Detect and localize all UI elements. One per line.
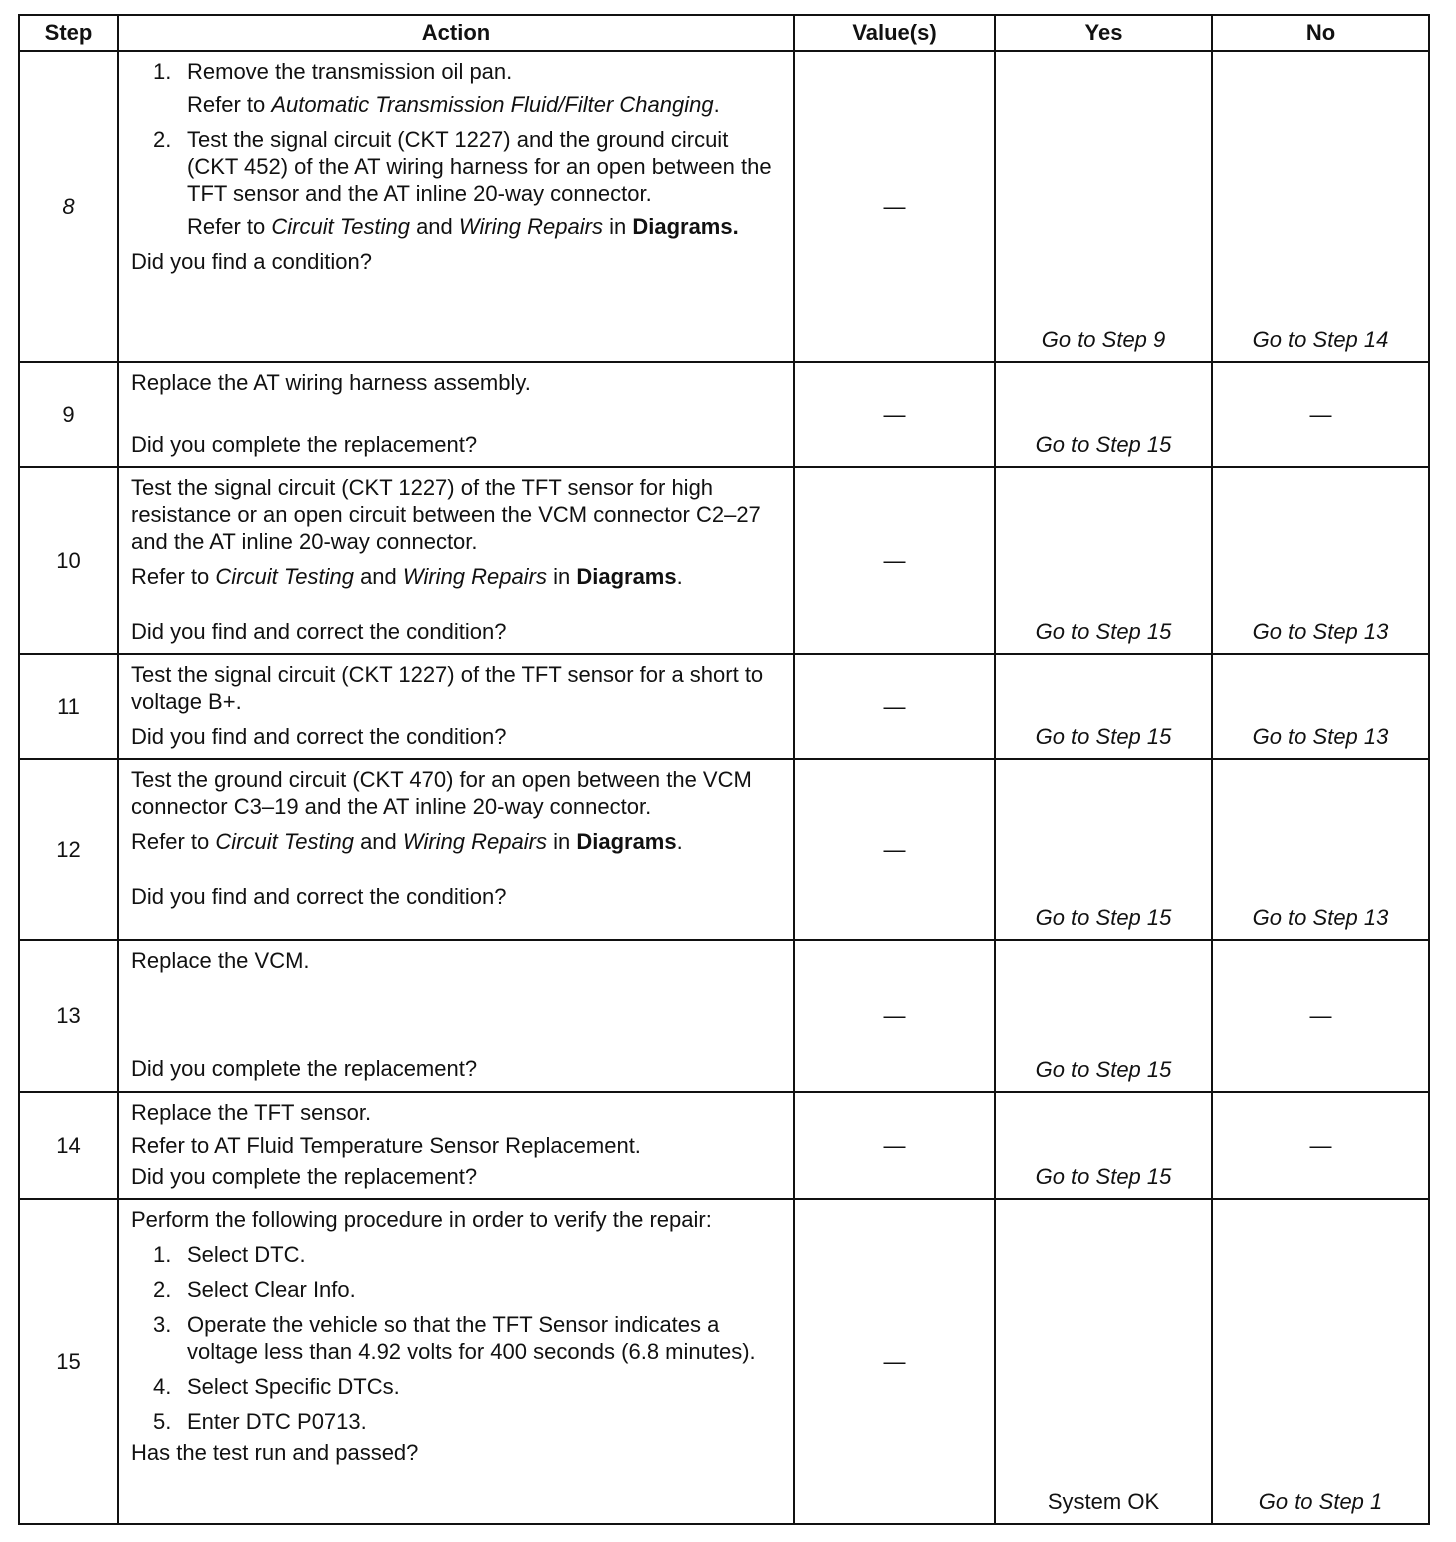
yes-result[interactable]: Go to Step 9 <box>995 51 1212 362</box>
list-item-number: 2. <box>153 1277 172 1302</box>
table-row-step-9 <box>19 362 1429 467</box>
list-item-number: 3. <box>153 1312 172 1337</box>
no-result[interactable]: Go to Step 13 <box>1212 654 1429 759</box>
list-item-number: 2. <box>153 127 172 152</box>
list-item <box>131 1373 781 1400</box>
header-no: No <box>1212 15 1429 51</box>
reference-prefix: Refer to <box>131 829 216 854</box>
reference-note: Refer to AT Fluid Temperature Sensor Replacement. <box>131 1133 641 1158</box>
no-result: — <box>1212 362 1429 467</box>
reference-suffix: . <box>713 92 720 117</box>
yes-result[interactable]: System OK <box>995 1199 1212 1524</box>
action-cell <box>118 940 794 1092</box>
step-number: 15 <box>19 1199 118 1524</box>
reference-conjunction: and <box>353 564 403 589</box>
value-cell: — <box>794 1199 995 1524</box>
yes-result[interactable]: Go to Step 15 <box>995 362 1212 467</box>
reference-note <box>187 213 781 240</box>
no-result: — <box>1212 1092 1429 1199</box>
step-instruction: Replace the TFT sensor. <box>131 1100 372 1125</box>
step-question: Did you complete the replacement? <box>131 1056 478 1081</box>
step-number: 11 <box>19 654 118 759</box>
list-item <box>131 1408 781 1435</box>
yes-result[interactable]: Go to Step 15 <box>995 759 1212 940</box>
yes-result[interactable]: Go to Step 15 <box>995 654 1212 759</box>
step-question: Did you find and correct the condition? <box>131 619 507 644</box>
step-instruction: Test the signal circuit (CKT 1227) of the TFT sensor for high resistance or an open circuit between the VCM connector C2–27 and the AT inline 20-way connector. <box>131 475 761 554</box>
table-row-step-13 <box>19 940 1429 1092</box>
yes-result[interactable]: Go to Step 15 <box>995 1092 1212 1199</box>
header-step: Step <box>19 15 118 51</box>
value-cell: — <box>794 1092 995 1199</box>
step-question: Has the test run and passed? <box>131 1440 419 1465</box>
header-values: Value(s) <box>794 15 995 51</box>
reference-conjunction: in <box>546 564 577 589</box>
action-cell <box>118 654 794 759</box>
action-cell <box>118 759 794 940</box>
value-cell: — <box>794 940 995 1092</box>
reference-note <box>187 91 781 118</box>
list-item-text: Enter DTC P0713. <box>187 1409 367 1434</box>
reference-suffix: . <box>676 829 683 854</box>
action-cell <box>118 1092 794 1199</box>
action-cell <box>118 1199 794 1524</box>
step-question: Did you complete the replacement? <box>131 1164 478 1189</box>
reference-link-diagrams[interactable]: Diagrams <box>576 829 677 854</box>
no-result: — <box>1212 940 1429 1092</box>
list-item <box>131 1241 781 1268</box>
reference-link-circuit-testing[interactable]: Circuit Testing <box>215 829 354 854</box>
reference-conjunction: in <box>602 214 633 239</box>
value-cell: — <box>794 362 995 467</box>
reference-link-diagrams[interactable]: Diagrams. <box>632 214 739 239</box>
reference-note <box>131 828 781 855</box>
list-item <box>131 1311 781 1365</box>
no-result[interactable]: Go to Step 14 <box>1212 51 1429 362</box>
action-cell <box>118 362 794 467</box>
procedure-list <box>131 126 781 207</box>
list-item-number: 4. <box>153 1374 172 1399</box>
step-instruction: Replace the VCM. <box>131 948 310 973</box>
list-item <box>131 126 781 207</box>
step-number: 12 <box>19 759 118 940</box>
reference-suffix: . <box>676 564 683 589</box>
header-action: Action <box>118 15 794 51</box>
step-instruction: Test the ground circuit (CKT 470) for an open between the VCM connector C3–19 and the AT inline 20-way connector. <box>131 767 752 819</box>
yes-result[interactable]: Go to Step 15 <box>995 940 1212 1092</box>
step-number: 8 <box>19 51 118 362</box>
step-number: 13 <box>19 940 118 1092</box>
list-item <box>131 1276 781 1303</box>
table-row-step-12 <box>19 759 1429 940</box>
table-row-step-11 <box>19 654 1429 759</box>
step-question: Did you find and correct the condition? <box>131 724 507 749</box>
step-instruction: Perform the following procedure in order to verify the repair: <box>131 1207 712 1232</box>
reference-link-circuit-testing[interactable]: Circuit Testing <box>271 214 410 239</box>
reference-link-wiring-repairs[interactable]: Wiring Repairs <box>458 214 603 239</box>
value-cell: — <box>794 759 995 940</box>
list-item-text: Select Specific DTCs. <box>187 1374 400 1399</box>
list-item-number: 1. <box>153 1242 172 1267</box>
reference-conjunction: in <box>546 829 577 854</box>
list-item-text: Test the signal circuit (CKT 1227) and the ground circuit (CKT 452) of the AT wiring harness for an open between the TFT sensor and the AT inline 20-way connector. <box>187 127 772 206</box>
reference-prefix: Refer to <box>187 214 272 239</box>
reference-prefix: Refer to <box>131 564 216 589</box>
no-result[interactable]: Go to Step 13 <box>1212 759 1429 940</box>
step-number: 9 <box>19 362 118 467</box>
no-result[interactable]: Go to Step 1 <box>1212 1199 1429 1524</box>
step-instruction: Test the signal circuit (CKT 1227) of the TFT sensor for a short to voltage B+. <box>131 662 764 714</box>
procedure-list <box>131 1241 781 1435</box>
table-row-step-14 <box>19 1092 1429 1199</box>
list-item <box>131 58 781 85</box>
reference-link-fluid-filter[interactable]: Automatic Transmission Fluid/Filter Changing <box>271 92 714 117</box>
no-result[interactable]: Go to Step 13 <box>1212 467 1429 654</box>
list-item-number: 5. <box>153 1409 172 1434</box>
value-cell: — <box>794 51 995 362</box>
action-cell <box>118 467 794 654</box>
action-cell <box>118 51 794 362</box>
reference-link-diagrams[interactable]: Diagrams <box>576 564 677 589</box>
list-item-text: Operate the vehicle so that the TFT Sensor indicates a voltage less than 4.92 volts for 400 seconds (6.8 minutes). <box>187 1312 756 1364</box>
reference-link-circuit-testing[interactable]: Circuit Testing <box>215 564 354 589</box>
list-item-text: Remove the transmission oil pan. <box>187 59 513 84</box>
step-question: Did you find a condition? <box>131 249 372 274</box>
list-item-text: Select DTC. <box>187 1242 306 1267</box>
step-number: 10 <box>19 467 118 654</box>
header-yes: Yes <box>995 15 1212 51</box>
list-item-text: Select Clear Info. <box>187 1277 356 1302</box>
step-instruction: Replace the AT wiring harness assembly. <box>131 370 531 395</box>
reference-conjunction: and <box>353 829 403 854</box>
list-item-number: 1. <box>153 59 172 84</box>
reference-note <box>131 563 781 590</box>
table-row-step-8 <box>19 51 1429 362</box>
step-question: Did you find and correct the condition? <box>131 884 507 909</box>
diagnostic-table <box>18 14 1430 1525</box>
reference-prefix: Refer to <box>187 92 272 117</box>
step-question: Did you complete the replacement? <box>131 432 478 457</box>
reference-conjunction: and <box>409 214 459 239</box>
table-row-step-15 <box>19 1199 1429 1524</box>
step-number: 14 <box>19 1092 118 1199</box>
table-header-row <box>19 15 1429 51</box>
value-cell: — <box>794 467 995 654</box>
procedure-list <box>131 58 781 85</box>
table-row-step-10 <box>19 467 1429 654</box>
reference-link-wiring-repairs[interactable]: Wiring Repairs <box>402 564 547 589</box>
yes-result[interactable]: Go to Step 15 <box>995 467 1212 654</box>
value-cell: — <box>794 654 995 759</box>
reference-link-wiring-repairs[interactable]: Wiring Repairs <box>402 829 547 854</box>
